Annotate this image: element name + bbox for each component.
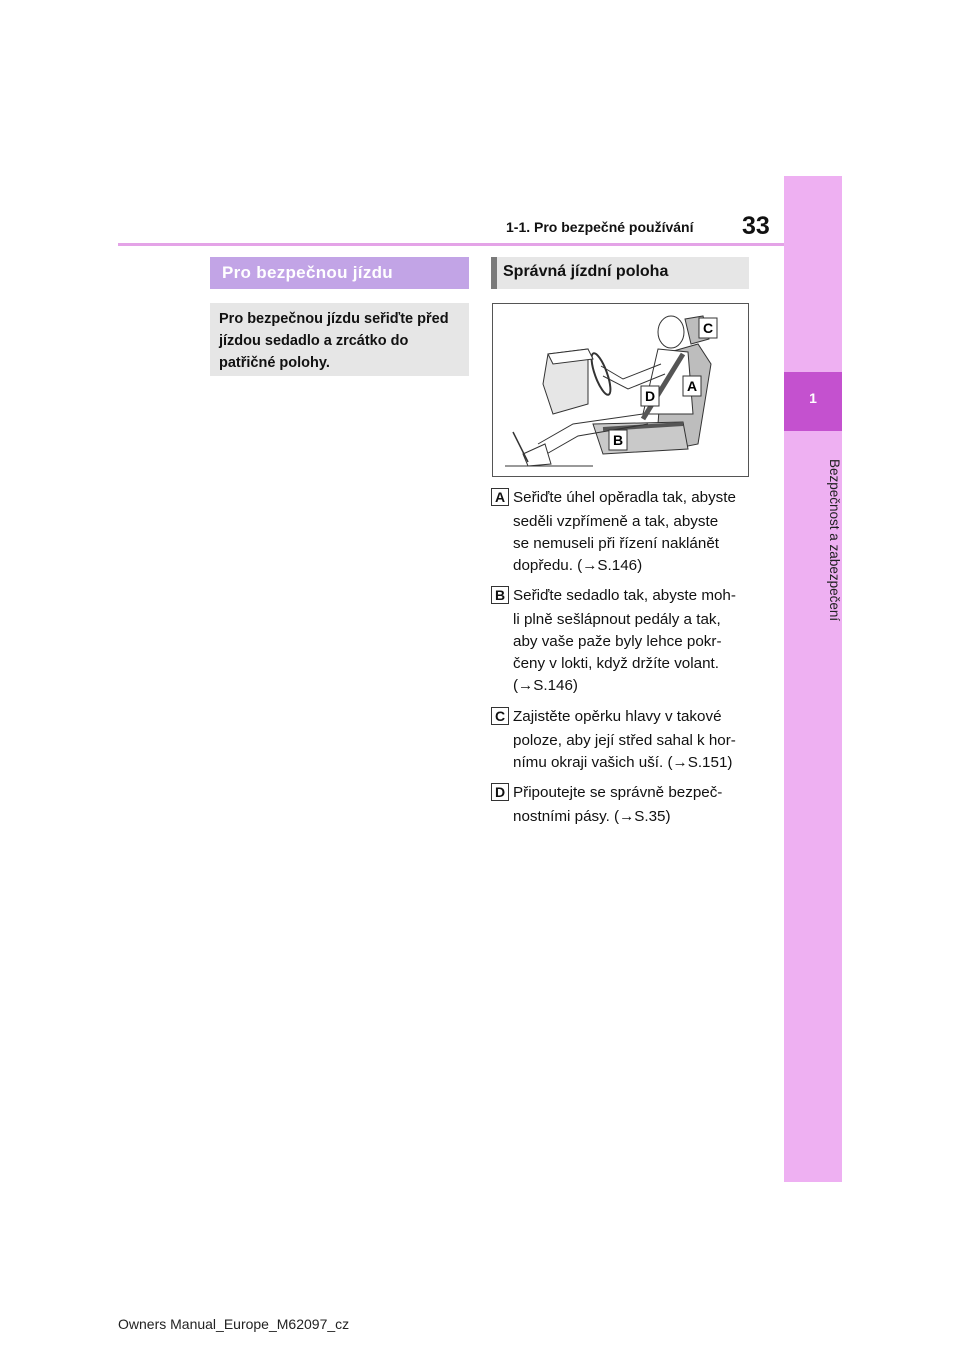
driving-position-illustration	[492, 303, 749, 477]
left-heading: Pro bezpečnou jízdu	[222, 263, 393, 282]
item-line: Seřiďte úhel opěradla tak, abyste	[513, 489, 736, 506]
chapter-number: 1	[809, 390, 817, 406]
item-line: nímu okraji vašich uší. (→S.151)	[513, 754, 733, 771]
item-line: se nemuseli při řízení naklánět	[513, 535, 719, 552]
instruction-item-b	[491, 585, 755, 699]
item-marker: A	[491, 488, 509, 506]
item-marker: B	[491, 586, 509, 604]
instruction-item-d	[491, 782, 755, 830]
item-line: Připoutejte se správně bezpeč-	[513, 784, 723, 801]
right-heading: Správná jízdní poloha	[503, 263, 669, 280]
item-line: seděli vzpřímeně a tak, abyste	[513, 513, 719, 530]
page-number: 33	[742, 212, 770, 240]
label-a: A	[686, 378, 698, 394]
label-c: C	[702, 320, 714, 336]
instruction-item-a	[491, 487, 755, 579]
instruction-item-c	[491, 706, 755, 776]
section-title: 1-1. Pro bezpečné používání	[506, 219, 694, 235]
footer-doc-id: Owners Manual_Europe_M62097_cz	[118, 1316, 350, 1332]
item-marker: C	[491, 707, 509, 725]
item-line: li plně sešlápnout pedály a tak,	[513, 611, 721, 628]
summary-text: Pro bezpečnou jízdu seřiďte před jízdou sedadlo a zrcátko do patřičné polohy.	[219, 311, 449, 371]
item-line: Seřiďte sedadlo tak, abyste moh-	[513, 587, 736, 604]
item-line: aby vaše paže byly lehce pokr-	[513, 633, 722, 650]
seated-driver-drawing	[493, 304, 748, 476]
chapter-title: Bezpečnost a zabezpečení	[827, 458, 842, 622]
label-d: D	[644, 388, 656, 404]
item-line: (→S.146)	[513, 677, 578, 694]
item-line: čeny v lokti, když držíte volant.	[513, 655, 719, 672]
chapter-side-tab	[784, 176, 842, 1182]
item-line: dopředu. (→S.146)	[513, 557, 643, 574]
label-b: B	[612, 432, 624, 448]
item-line: nostními pásy. (→S.35)	[513, 808, 671, 825]
item-marker: D	[491, 783, 509, 801]
item-line: Zajistěte opěrku hlavy v takové	[513, 708, 722, 725]
right-heading-accent	[491, 257, 497, 289]
header-rule	[118, 243, 784, 246]
item-line: poloze, aby její střed sahal k hor-	[513, 732, 736, 749]
